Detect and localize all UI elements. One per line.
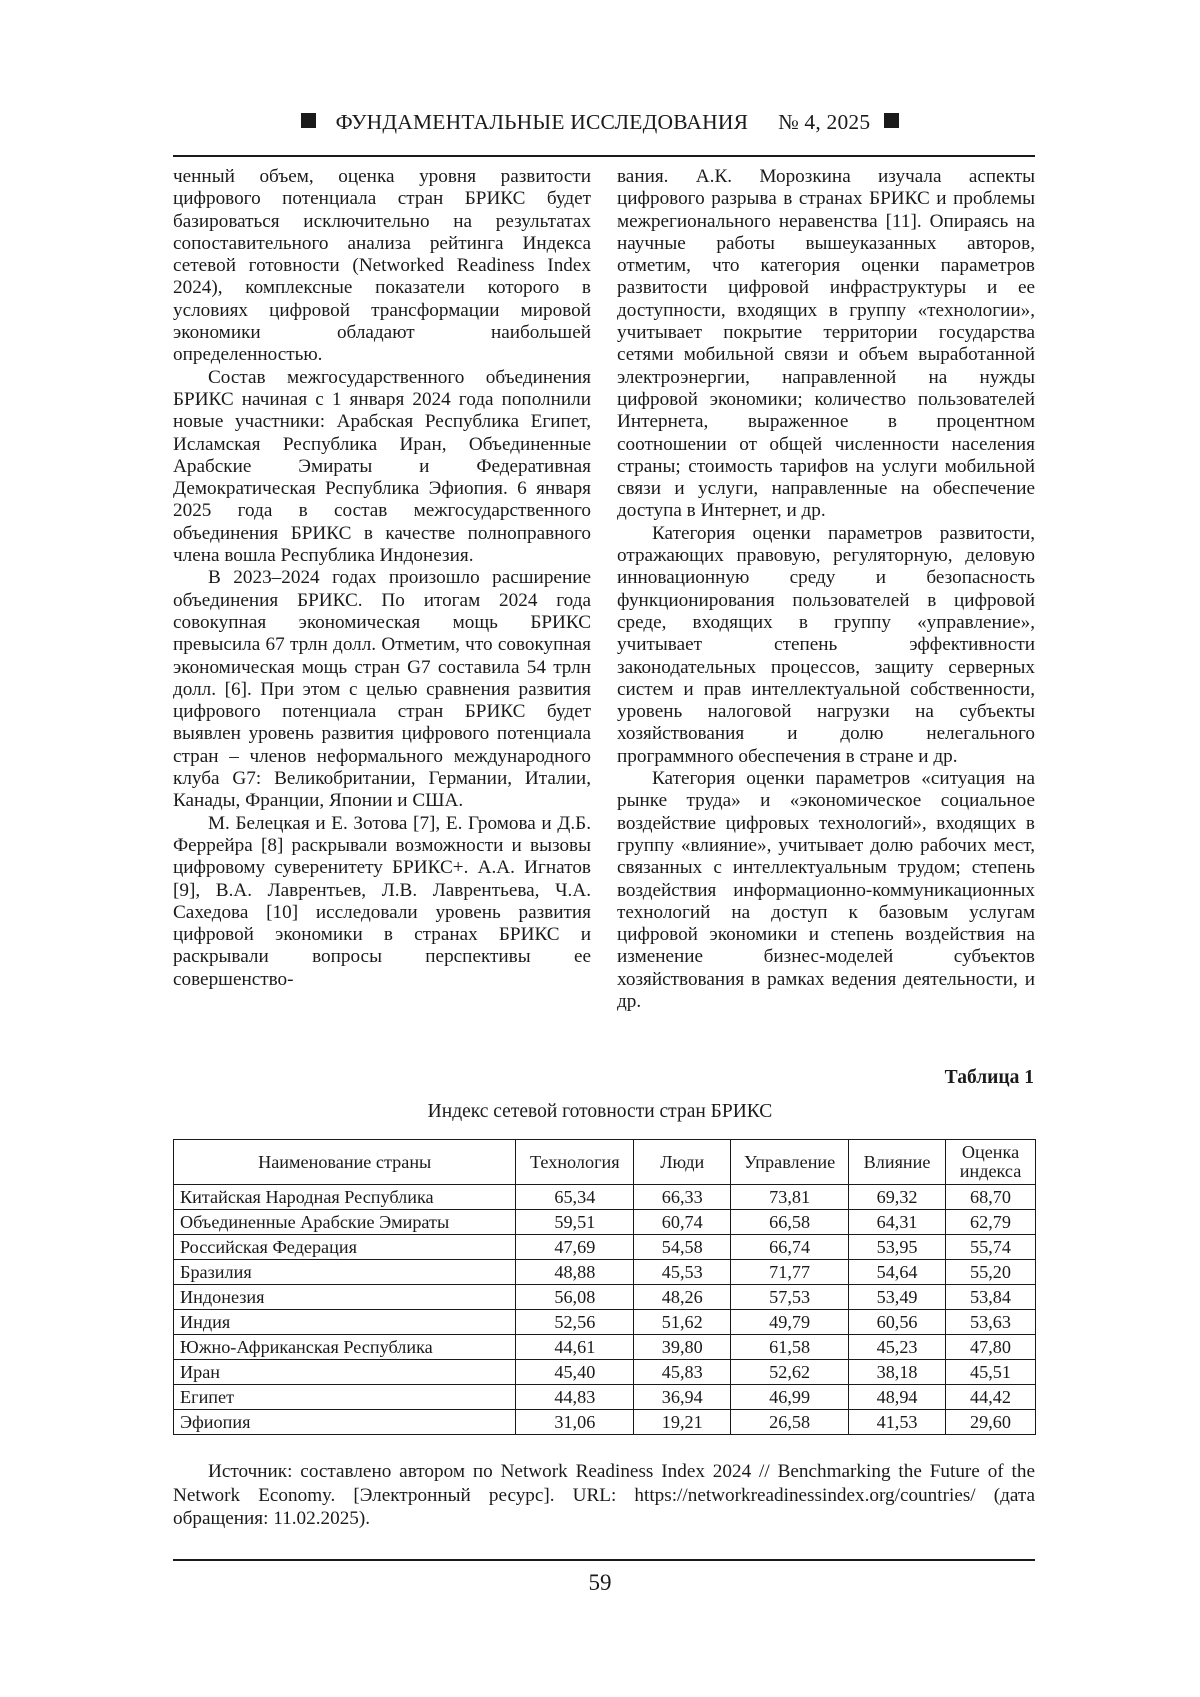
value-cell: 26,58 <box>731 1410 849 1435</box>
value-cell: 38,18 <box>849 1360 946 1385</box>
table-row <box>174 1185 1036 1210</box>
value-cell: 29,60 <box>946 1410 1036 1435</box>
country-cell: Российская Федерация <box>174 1235 516 1260</box>
table-row <box>174 1410 1036 1435</box>
table-row <box>174 1335 1036 1360</box>
country-cell: Иран <box>174 1360 516 1385</box>
value-cell: 19,21 <box>634 1410 731 1435</box>
value-cell: 52,56 <box>516 1310 634 1335</box>
value-cell: 39,80 <box>634 1335 731 1360</box>
value-cell: 56,08 <box>516 1285 634 1310</box>
column-header: Управление <box>731 1140 849 1185</box>
paragraph: М. Белецкая и Е. Зотова [7], Е. Громова и Д.Б. Феррейра [8] раскрывали возможности и вызовы цифровому суверенитету БРИКС+. А.А. Игнатов [9], В.А. Лаврентьев, Л.В. Лаврентьева, Ч.А. Сахедова [10] исследовали уровень развития цифровой экономики в странах БРИКС и раскрывали вопросы перспективы ее совершенство- <box>173 812 591 990</box>
value-cell: 46,99 <box>731 1385 849 1410</box>
column-header: Наименование страны <box>174 1140 516 1185</box>
paragraph: Категория оценки параметров развитости, отражающих правовую, регуляторную, деловую инновационную среду и безопасность функционирования пользователей в цифровой среде, входящих в группу «управление», учитывает степень эффективности законодательных процессов, защиту серверных систем и прав интеллектуальной собственности, уровень налоговой нагрузки на субъекты хозяйствования и долю нелегального программного обеспечения в стране и др. <box>617 522 1035 767</box>
footer-rule <box>173 1559 1035 1561</box>
value-cell: 60,74 <box>634 1210 731 1235</box>
value-cell: 45,40 <box>516 1360 634 1385</box>
value-cell: 53,63 <box>946 1310 1036 1335</box>
value-cell: 45,83 <box>634 1360 731 1385</box>
issue-number: № 4, 2025 <box>778 110 871 134</box>
value-cell: 53,49 <box>849 1285 946 1310</box>
column-header: Оценка индекса <box>946 1140 1036 1185</box>
value-cell: 53,84 <box>946 1285 1036 1310</box>
value-cell: 52,62 <box>731 1360 849 1385</box>
value-cell: 48,94 <box>849 1385 946 1410</box>
table-row <box>174 1260 1036 1285</box>
readiness-index-table <box>173 1139 1036 1435</box>
value-cell: 51,62 <box>634 1310 731 1335</box>
paragraph: Состав межгосударственного объединения БРИКС начиная с 1 января 2024 года пополнили новые участники: Арабская Республика Египет, Исламская Республика Иран, Объединенные Арабские Эмираты и Федеративная Демократическая Республика Эфиопия. 6 января 2025 года в состав межгосударственного объединения БРИКС в качестве полноправного члена вошла Республика Индонезия. <box>173 366 591 567</box>
value-cell: 54,64 <box>849 1260 946 1285</box>
country-cell: Индия <box>174 1310 516 1335</box>
value-cell: 41,53 <box>849 1410 946 1435</box>
value-cell: 45,53 <box>634 1260 731 1285</box>
value-cell: 44,61 <box>516 1335 634 1360</box>
left-column <box>173 166 591 991</box>
value-cell: 59,51 <box>516 1210 634 1235</box>
square-bullet-icon <box>301 113 316 128</box>
table-row <box>174 1285 1036 1310</box>
value-cell: 48,26 <box>634 1285 731 1310</box>
square-bullet-icon <box>884 113 899 128</box>
value-cell: 57,53 <box>731 1285 849 1310</box>
journal-title: ФУНДАМЕНТАЛЬНЫЕ ИССЛЕДОВАНИЯ <box>335 110 749 134</box>
value-cell: 44,83 <box>516 1385 634 1410</box>
value-cell: 62,79 <box>946 1210 1036 1235</box>
country-cell: Бразилия <box>174 1260 516 1285</box>
table-title: Индекс сетевой готовности стран БРИКС <box>427 1101 773 1122</box>
value-cell: 53,95 <box>849 1235 946 1260</box>
value-cell: 61,58 <box>731 1335 849 1360</box>
source-text: Источник: составлено автором по Network Readiness Index 2024 // Benchmarking the Future of the Network Economy. [Электронный ресурс]. URL: https://networkreadinessindex.org/countries/ (дата обращения: 11.02.2025). <box>173 1461 1035 1529</box>
paragraph: В 2023–2024 годах произошло расширение объединения БРИКС. По итогам 2024 года совокупная экономическая мощь БРИКС превысила 67 трлн долл. Отметим, что совокупная экономическая мощь стран G7 составила 54 трлн долл. [6]. При этом с целью сравнения развития цифрового потенциала стран БРИКС будет выявлен уровень развития цифрового потенциала стран – членов неформального международного клуба G7: Великобритании, Германии, Италии, Канады, Франции, Японии и США. <box>173 567 591 812</box>
country-cell: Китайская Народная Республика <box>174 1185 516 1210</box>
table-source-note <box>173 1460 1035 1531</box>
value-cell: 66,33 <box>634 1185 731 1210</box>
value-cell: 47,80 <box>946 1335 1036 1360</box>
value-cell: 60,56 <box>849 1310 946 1335</box>
table-row <box>174 1210 1036 1235</box>
country-cell: Египет <box>174 1385 516 1410</box>
value-cell: 44,42 <box>946 1385 1036 1410</box>
paragraph: ченный объем, оценка уровня развитости цифрового потенциала стран БРИКС будет базироваться исключительно на результатах сопоставительного анализа рейтинга Индекса сетевой готовности (Networked Readiness Index 2024), комплексные показатели которого в условиях цифровой трансформации мировой экономики обладают наибольшей определенностью. <box>173 166 591 366</box>
page-number: 59 <box>588 1570 612 1595</box>
value-cell: 73,81 <box>731 1185 849 1210</box>
value-cell: 64,31 <box>849 1210 946 1235</box>
country-cell: Южно-Африканская Республика <box>174 1335 516 1360</box>
column-header: Влияние <box>849 1140 946 1185</box>
value-cell: 36,94 <box>634 1385 731 1410</box>
value-cell: 68,70 <box>946 1185 1036 1210</box>
country-cell: Индонезия <box>174 1285 516 1310</box>
value-cell: 47,69 <box>516 1235 634 1260</box>
column-header: Технология <box>516 1140 634 1185</box>
paragraph: вания. А.К. Морозкина изучала аспекты цифрового разрыва в странах БРИКС и проблемы межрегионального неравенства [11]. Опираясь на научные работы вышеуказанных авторов, отметим, что категория оценки параметров развитости цифровой инфраструктуры и ее доступности, входящих в группу «технологии», учитывает покрытие территории государства сетями мобильной связи и объем выработанной электроэнергии, направленной на нужды цифровой экономики; количество пользователей Интернета, выраженное в процентном соотношении от общей численности населения страны; стоимость тарифов на услуги мобильной связи и услуги, направленные на обеспечение доступа в Интернет, и др. <box>617 166 1035 522</box>
value-cell: 69,32 <box>849 1185 946 1210</box>
header-rule <box>173 155 1035 157</box>
value-cell: 66,58 <box>731 1210 849 1235</box>
right-column <box>617 166 1035 1013</box>
country-cell: Эфиопия <box>174 1410 516 1435</box>
value-cell: 48,88 <box>516 1260 634 1285</box>
value-cell: 54,58 <box>634 1235 731 1260</box>
table-header-row <box>174 1140 1036 1185</box>
value-cell: 45,51 <box>946 1360 1036 1385</box>
table-label: Таблица 1 <box>944 1067 1034 1088</box>
value-cell: 66,74 <box>731 1235 849 1260</box>
table-row <box>174 1385 1036 1410</box>
value-cell: 55,20 <box>946 1260 1036 1285</box>
value-cell: 71,77 <box>731 1260 849 1285</box>
country-cell: Объединенные Арабские Эмираты <box>174 1210 516 1235</box>
value-cell: 31,06 <box>516 1410 634 1435</box>
table-row <box>174 1235 1036 1260</box>
table-row <box>174 1360 1036 1385</box>
value-cell: 45,23 <box>849 1335 946 1360</box>
column-header: Люди <box>634 1140 731 1185</box>
running-header <box>0 110 1200 135</box>
value-cell: 49,79 <box>731 1310 849 1335</box>
value-cell: 55,74 <box>946 1235 1036 1260</box>
value-cell: 65,34 <box>516 1185 634 1210</box>
table-row <box>174 1310 1036 1335</box>
paragraph: Категория оценки параметров «ситуация на рынке труда» и «экономическое социальное воздействие цифровых технологий», входящих в группу «влияние», учитывает долю рабочих мест, связанных с интеллектуальным трудом; степень воздействия информационно-коммуникационных технологий на доступ к базовым услугам цифровой экономики и степень воздействия на изменение бизнес-моделей субъектов хозяйствования в рамках ведения деятельности, и др. <box>617 768 1035 1012</box>
